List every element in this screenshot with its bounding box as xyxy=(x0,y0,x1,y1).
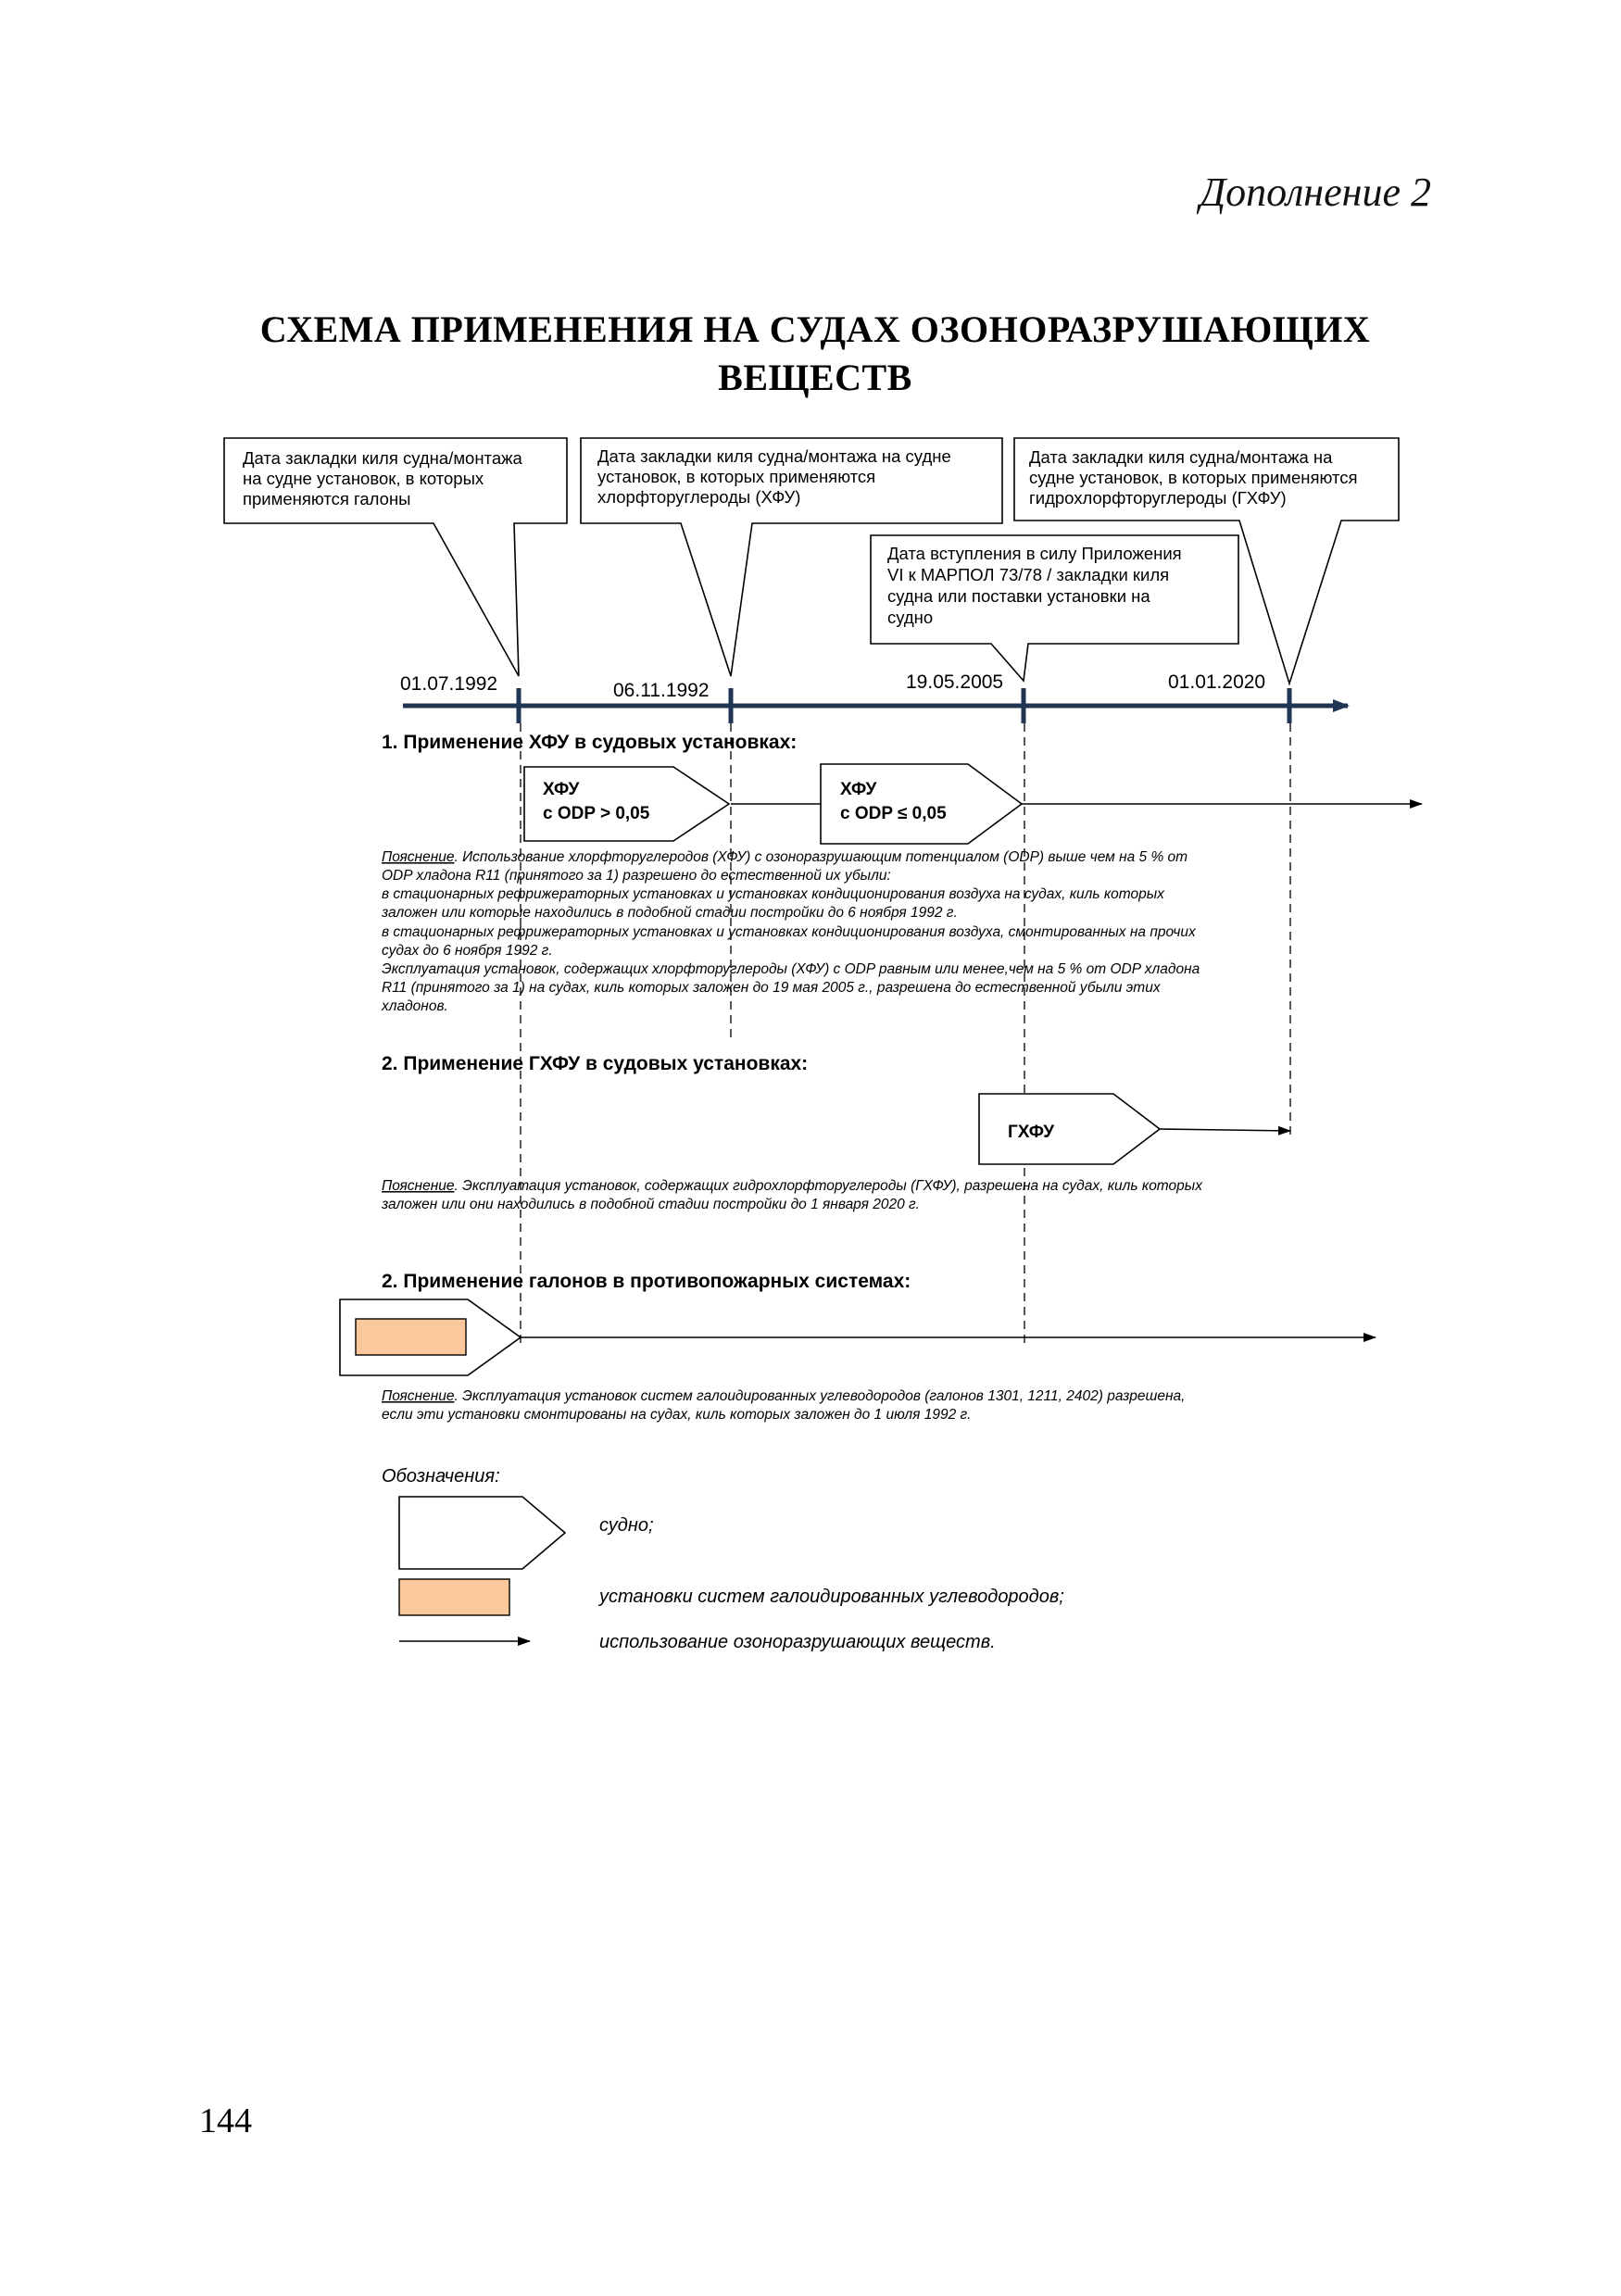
section3-heading: 2. Применение галонов в противопожарных системах: xyxy=(382,1271,911,1292)
callout-marpol-line-3: судна или поставки установки на xyxy=(887,586,1150,606)
callout-hcfc-line-1: Дата закладки киля судна/монтажа на xyxy=(1029,447,1333,467)
section1-note-line-1: . Использование хлорфторуглеродов (ХФУ) с озоноразрушающим потенциалом (ODP) выше чем на 5 % от xyxy=(454,849,1188,865)
section1-note-line-9: хладонов. xyxy=(382,998,448,1014)
legend-ship-shape xyxy=(399,1497,565,1569)
legend-ship-text: судно; xyxy=(599,1515,654,1536)
section1-note-line-7: Эксплуатация установок, содержащих хлорфторуглероды (ХФУ) с ODP равным или менее,чем на 5 % от ODP хладона xyxy=(382,961,1200,977)
section3-note-label: Пояснение xyxy=(382,1388,455,1404)
callout-halons-line-2: на судне установок, в которых xyxy=(243,469,484,488)
section1-note xyxy=(381,849,1204,1014)
supplement-label: Дополнение 2 xyxy=(1200,169,1431,215)
section1-note-line-4: заложен или которые находились в подобной стадии постройки до 6 ноября 1992 г. xyxy=(382,905,958,921)
section1-note-line-2: ODP хладона R11 (принятого за 1) разрешено до естественной их убыли: xyxy=(382,868,891,884)
section1-note-line-8: R11 (принятого за 1) на судах, киль которых заложен до 19 мая 2005 г., разрешена до естественной убыли этих xyxy=(382,980,1161,996)
ship-label-cfc-high-line-1: ХФУ xyxy=(543,780,580,799)
callout-cfc-line-3: хлорфторуглероды (ХФУ) xyxy=(597,487,801,507)
callout-marpol-line-1: Дата вступления в силу Приложения xyxy=(887,544,1182,563)
callout-halons-line-3: применяются галоны xyxy=(243,489,411,508)
date-label-1992-07: 01.07.1992 xyxy=(400,673,498,695)
section1-note-label: Пояснение xyxy=(382,849,455,865)
page-number: 144 xyxy=(199,2102,252,2140)
section2-note-label: Пояснение xyxy=(382,1178,455,1194)
section2-note-line-1: . Эксплуатация установок, содержащих гидрохлорфторуглероды (ГХФУ), разрешена на судах, киль которых xyxy=(454,1178,1202,1194)
callout-cfc-line-1: Дата закладки киля судна/монтажа на судне xyxy=(597,446,951,466)
halon-unit-box xyxy=(356,1319,466,1355)
section2-note-line-2: заложен или они находились в подобной стадии постройки до 1 января 2020 г. xyxy=(382,1197,920,1212)
title-line-2: ВЕЩЕСТВ xyxy=(718,357,912,398)
legend-title: Обозначения: xyxy=(382,1466,500,1487)
legend-halon-text: установки систем галоидированных углеводородов; xyxy=(599,1587,1064,1607)
callout-marpol-line-2: VI к МАРПОЛ 73/78 / закладки киля xyxy=(887,565,1170,584)
section1-heading: 1. Применение ХФУ в судовых установках: xyxy=(382,732,798,753)
section2-heading: 2. Применение ГХФУ в судовых установках: xyxy=(382,1053,809,1074)
callout-hcfc-line-2: судне установок, в которых применяются xyxy=(1029,468,1358,487)
section2-note xyxy=(381,1178,1206,1212)
date-label-2005: 19.05.2005 xyxy=(906,671,1004,693)
section1-note-line-3: в стационарных рефрижераторных установках и установках кондиционирования воздуха на судах, киль которых xyxy=(382,886,1164,902)
ship-label-cfc-high-line-2: с ODP > 0,05 xyxy=(543,804,650,823)
section3-note-line-1: . Эксплуатация установок систем галоидированных углеводородов (галонов 1301, 1211, 2402) разрешена, xyxy=(454,1388,1186,1404)
title-line-1: СХЕМА ПРИМЕНЕНИЯ НА СУДАХ ОЗОНОРАЗРУШАЮЩИХ xyxy=(259,308,1371,350)
callout-halons-line-1: Дата закладки киля судна/монтажа xyxy=(243,448,522,468)
legend-halon-box xyxy=(399,1579,509,1615)
ship-label-cfc-low-line-1: ХФУ xyxy=(840,780,877,799)
section3-note-line-2: если эти установки смонтированы на судах, киль которых заложен до 1 июля 1992 г. xyxy=(382,1407,972,1423)
section1-note-line-5: в стационарных рефрижераторных установках и установках кондиционирования воздуха, смонтированных на прочих xyxy=(382,924,1196,940)
date-label-2020: 01.01.2020 xyxy=(1168,671,1266,693)
section1-note-line-6: судах до 6 ноября 1992 г. xyxy=(382,943,553,959)
ship-shape-hcfc xyxy=(979,1094,1160,1164)
callout-marpol-line-4: судно xyxy=(887,608,934,627)
ship-label-cfc-low-line-2: с ODP ≤ 0,05 xyxy=(840,804,947,823)
ship-label-hcfc: ГХФУ xyxy=(1008,1123,1055,1142)
section3-note xyxy=(382,1388,1189,1423)
date-label-1992-11: 06.11.1992 xyxy=(613,680,710,701)
legend-usage-text: использование озоноразрушающих веществ. xyxy=(599,1632,996,1652)
callout-cfc-line-2: установок, в которых применяются xyxy=(597,467,876,486)
usage-arrow-hcfc xyxy=(1160,1129,1290,1131)
callout-hcfc-line-3: гидрохлорфторуглероды (ГХФУ) xyxy=(1029,488,1287,508)
